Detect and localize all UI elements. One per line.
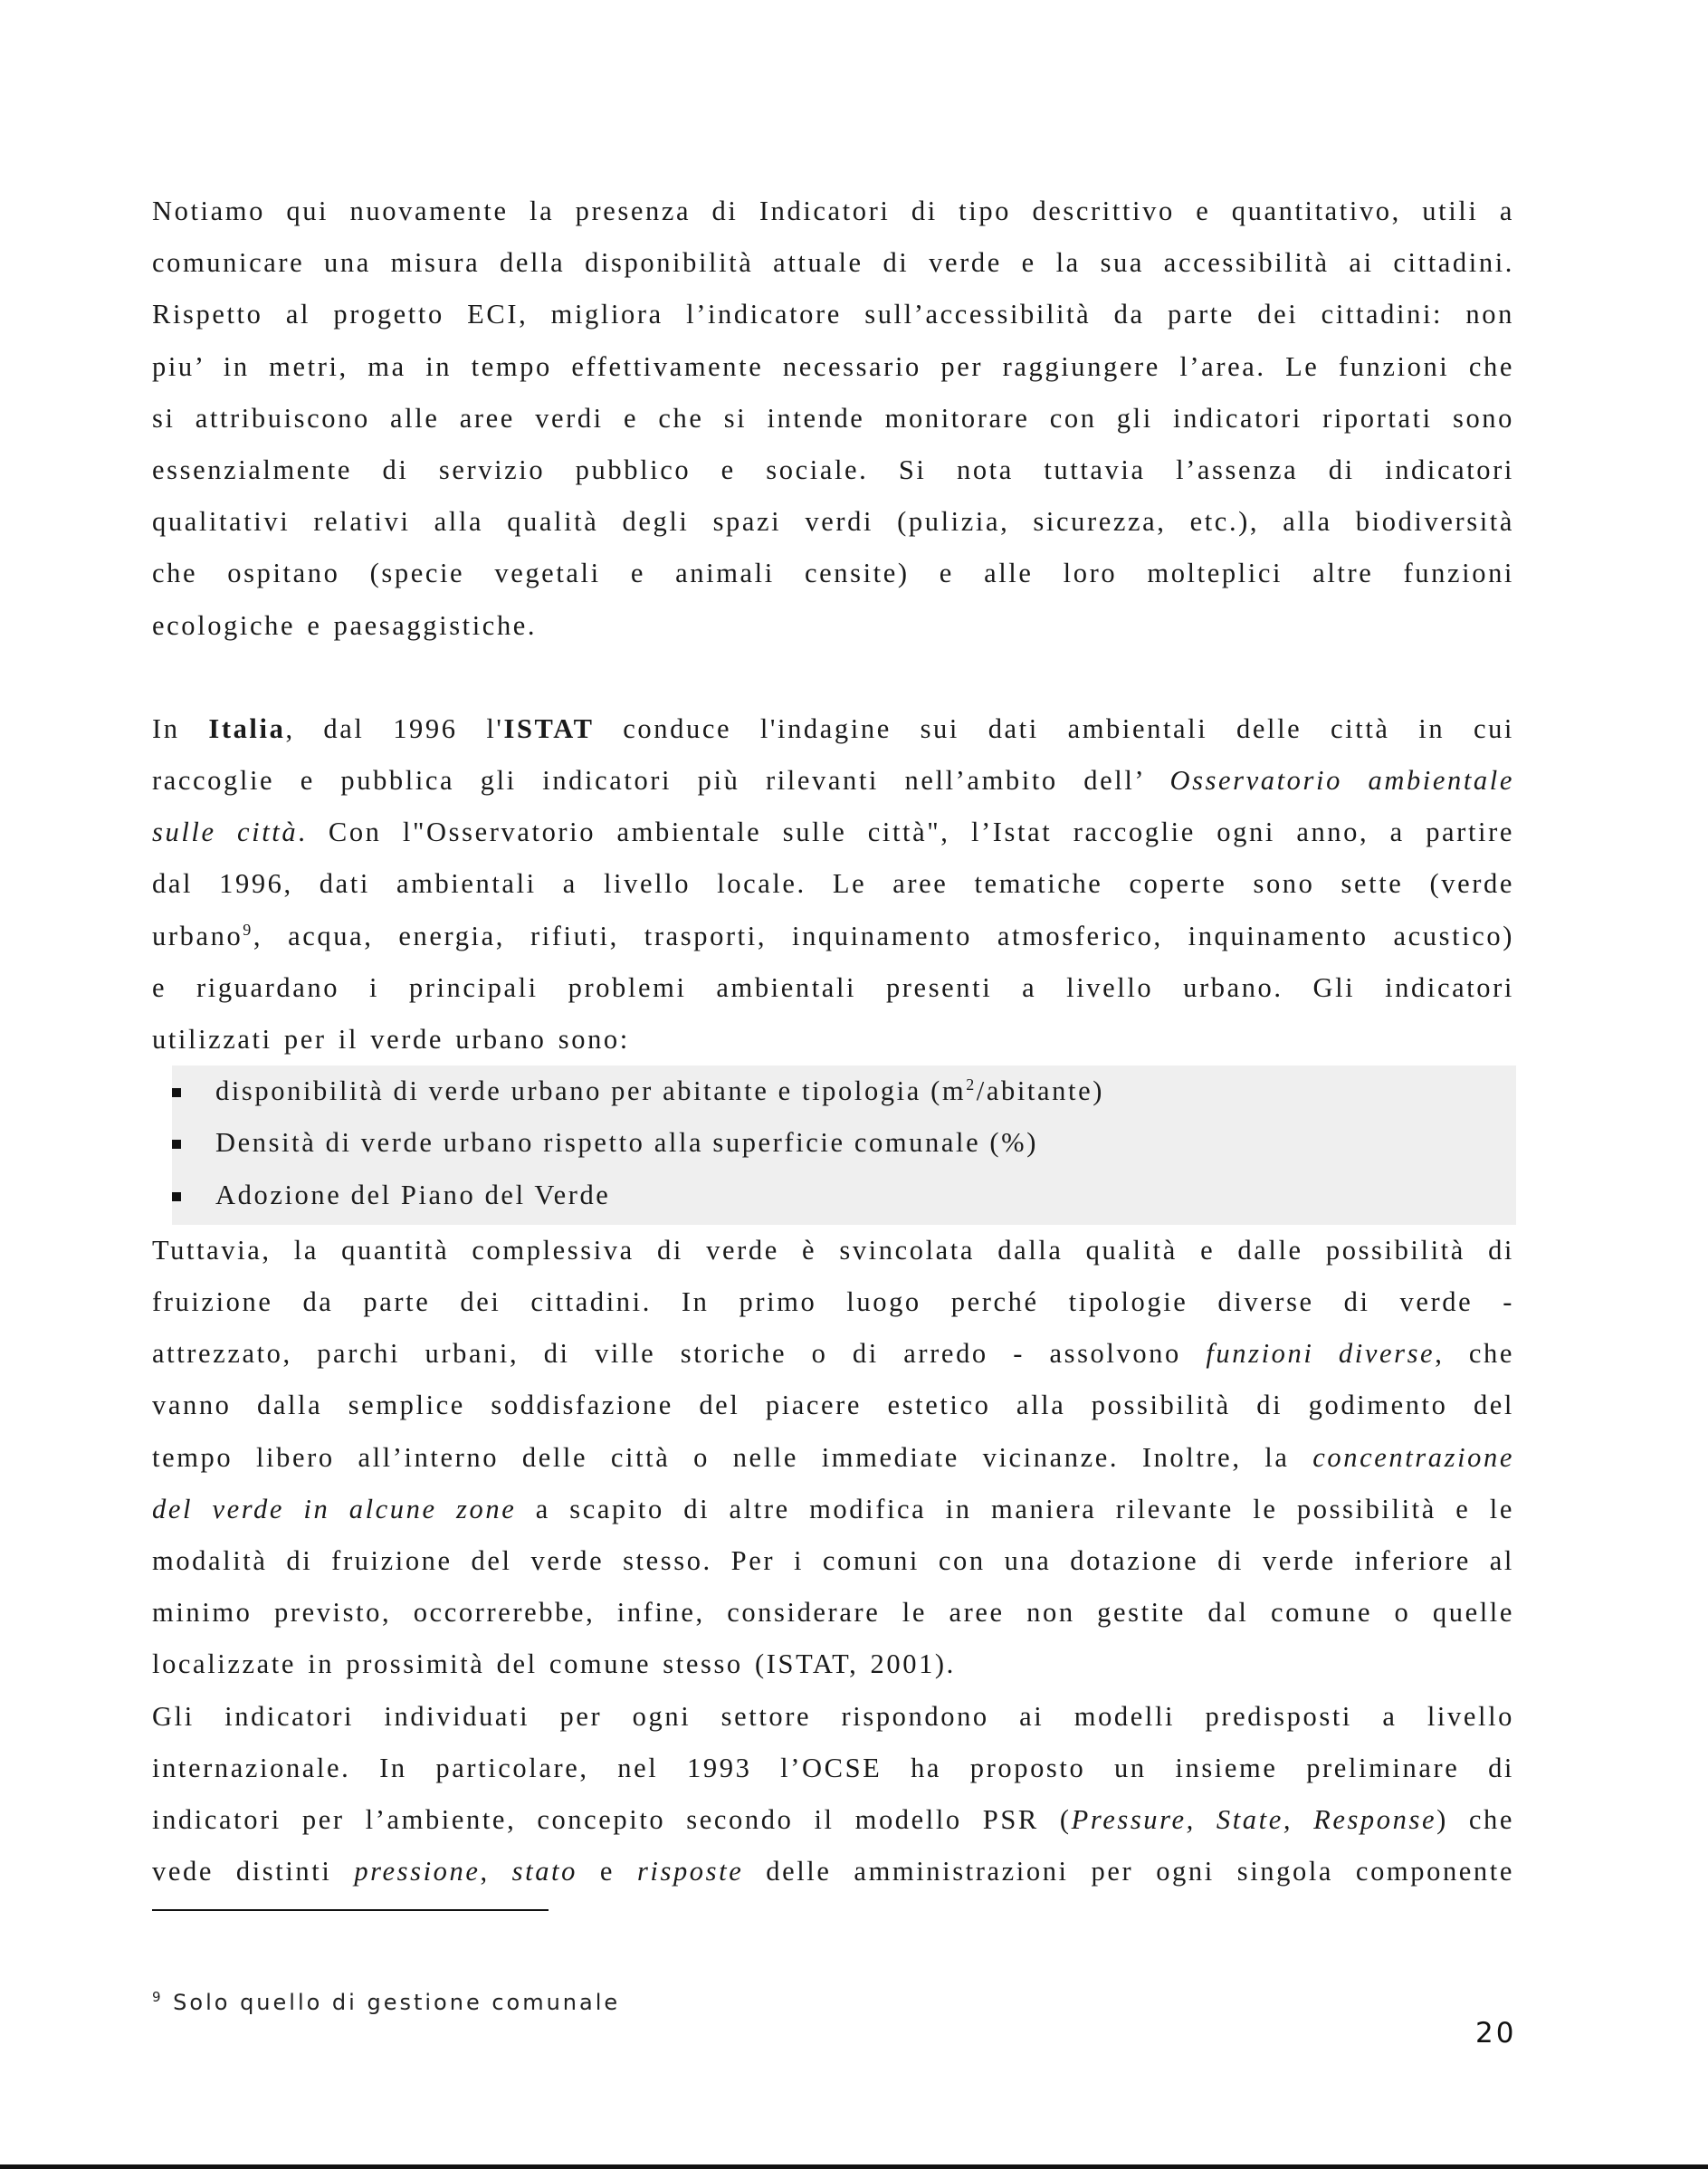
text-line	[152, 1794, 1514, 1846]
superscript: 2	[966, 1075, 977, 1094]
text-line: minimo previsto, occorrerebbe, infine, considerare le aree non gestite dal comune o quelle	[152, 1597, 1514, 1629]
text-line: utilizzati per il verde urbano sono:	[152, 1024, 630, 1056]
text-line: comunicare una misura della disponibilità attuale di verde e la sua accessibilità ai cittadini.	[152, 247, 1514, 279]
text-run: , acqua, energia, rifiuti, trasporti, inquinamento atmosferico, inquinamento acustico)	[253, 920, 1514, 951]
text-run: raccoglie e pubblica gli indicatori più rilevanti nell’ambito dell’	[152, 765, 1170, 797]
text-line: ecologiche e paesaggistiche.	[152, 609, 538, 641]
list-item	[172, 1117, 1516, 1169]
bold-italia: Italia	[208, 712, 286, 744]
text-line: Notiamo qui nuovamente la presenza di Indicatori di tipo descrittivo e quantitativo, utili a	[152, 196, 1514, 226]
text-line	[152, 1328, 1514, 1380]
text-line: internazionale. In particolare, nel 1993 l’OCSE ha proposto un insieme preliminare di	[152, 1752, 1514, 1783]
paragraph-1	[152, 186, 1514, 652]
italic-run: del verde in alcune zone	[152, 1493, 517, 1524]
page-body	[152, 186, 1514, 1898]
text-line: e riguardano i principali problemi ambientali presenti a livello urbano. Gli indicatori	[152, 971, 1514, 1003]
text-run: ) che	[1436, 1804, 1514, 1836]
footnote-separator	[152, 1909, 549, 1911]
paragraph-3	[152, 1225, 1514, 1691]
page-bottom-border	[0, 2164, 1708, 2169]
text-line: che ospitano (specie vegetali e animali censite) e alle loro molteplici altre funzioni	[152, 558, 1514, 589]
text-line: qualitativi relativi alla qualità degli spazi verdi (pulizia, sicurezza, etc.), alla biodiversità	[152, 506, 1514, 538]
text-run: , che	[1435, 1338, 1515, 1370]
paragraph-gap	[152, 652, 1514, 703]
text-run: /abitante)	[976, 1075, 1104, 1107]
text-line: localizzate in prossimità del comune stesso (ISTAT, 2001).	[152, 1648, 956, 1680]
italic-run: Osservatorio ambientale	[1169, 765, 1514, 797]
text-run: tempo libero all’interno delle città o nelle immediate vicinanze. Inoltre, la	[152, 1441, 1313, 1473]
text-run: delle amministrazioni per ogni singola componente	[743, 1856, 1514, 1887]
footnote-number: 9	[152, 1989, 164, 2005]
text-line: essenzialmente di servizio pubblico e sociale. Si nota tuttavia l’assenza di indicatori	[152, 454, 1514, 486]
text-run: . Con l"Osservatorio ambientale sulle città", l’Istat raccoglie ogni anno, a partire	[298, 817, 1514, 848]
italic-run: sulle città	[152, 817, 299, 848]
text-line	[152, 755, 1514, 807]
text-line: Rispetto al progetto ECI, migliora l’indicatore sull’accessibilità da parte dei cittadini: non	[152, 299, 1514, 330]
text-run: urbano	[152, 920, 243, 951]
footnote	[152, 1990, 620, 2015]
italic-run: concentrazione	[1312, 1441, 1514, 1473]
bold-istat: ISTAT	[503, 712, 595, 744]
text-line	[152, 911, 1514, 962]
text-line: Tuttavia, la quantità complessiva di verde è svincolata dalla qualità e dalle possibilità di	[152, 1234, 1514, 1266]
text-run: attrezzato, parchi urbani, di ville storiche o di arredo - assolvono	[152, 1338, 1207, 1370]
italic-run: stato	[511, 1856, 577, 1887]
text-run: Densità di verde urbano rispetto alla superficie comunale (%)	[215, 1127, 1038, 1159]
text-line	[152, 1846, 1514, 1897]
italic-run: risposte	[636, 1856, 744, 1887]
page-number: 20	[1475, 2017, 1517, 2050]
text-line: fruizione da parte dei cittadini. In primo luogo perché tipologie diverse di verde -	[152, 1286, 1514, 1318]
text-run: a scapito di altre modifica in maniera rilevante le possibilità e le	[516, 1493, 1514, 1524]
text-run: indicatori per l’ambiente, concepito secondo il modello PSR (	[152, 1804, 1072, 1836]
italic-run: pressione	[354, 1856, 481, 1887]
text-run: Adozione del Piano del Verde	[215, 1179, 611, 1210]
paragraph-4	[152, 1691, 1514, 1898]
text-line	[152, 807, 1514, 858]
text-line: dal 1996, dati ambientali a livello locale. Le aree tematiche coperte sono sette (verde	[152, 868, 1514, 900]
text-run: e	[577, 1856, 637, 1887]
list-item	[172, 1065, 1516, 1117]
text-run: In	[152, 712, 209, 744]
list-item	[172, 1170, 1516, 1221]
square-bullet-icon	[172, 1088, 181, 1097]
text-run: conduce l'indagine sui dati ambientali delle città in cui	[594, 712, 1515, 744]
text-run: vede distinti	[152, 1856, 355, 1887]
paragraph-2	[152, 703, 1514, 1065]
text-line	[152, 1432, 1514, 1484]
text-line: vanno dalla semplice soddisfazione del piacere estetico alla possibilità di godimento del	[152, 1390, 1514, 1421]
text-line: si attribuiscono alle aree verdi e che si intende monitorare con gli indicatori riportati sono	[152, 402, 1514, 434]
text-run: ,	[480, 1856, 512, 1887]
text-line: piu’ in metri, ma in tempo effettivamente necessario per raggiungere l’area. Le funzioni che	[152, 350, 1514, 382]
text-line	[152, 1484, 1514, 1535]
text-line	[152, 703, 1514, 755]
text-line: modalità di fruizione del verde stesso. Per i comuni con una dotazione di verde inferiore al	[152, 1545, 1514, 1577]
square-bullet-icon	[172, 1192, 181, 1201]
footnote-ref: 9	[243, 920, 253, 939]
text-line: Gli indicatori individuati per ogni settore rispondono ai modelli predisposti a livello	[152, 1700, 1514, 1732]
text-run: , dal 1996 l'	[285, 712, 504, 744]
text-run: disponibilità di verde urbano per abitante e tipologia (m	[215, 1075, 967, 1107]
italic-run: funzioni diverse	[1206, 1338, 1436, 1370]
italic-run: Pressure, State, Response	[1071, 1804, 1437, 1836]
footnote-text: Solo quello di gestione comunale	[163, 1990, 621, 2015]
indicator-list	[172, 1065, 1516, 1225]
square-bullet-icon	[172, 1140, 181, 1149]
